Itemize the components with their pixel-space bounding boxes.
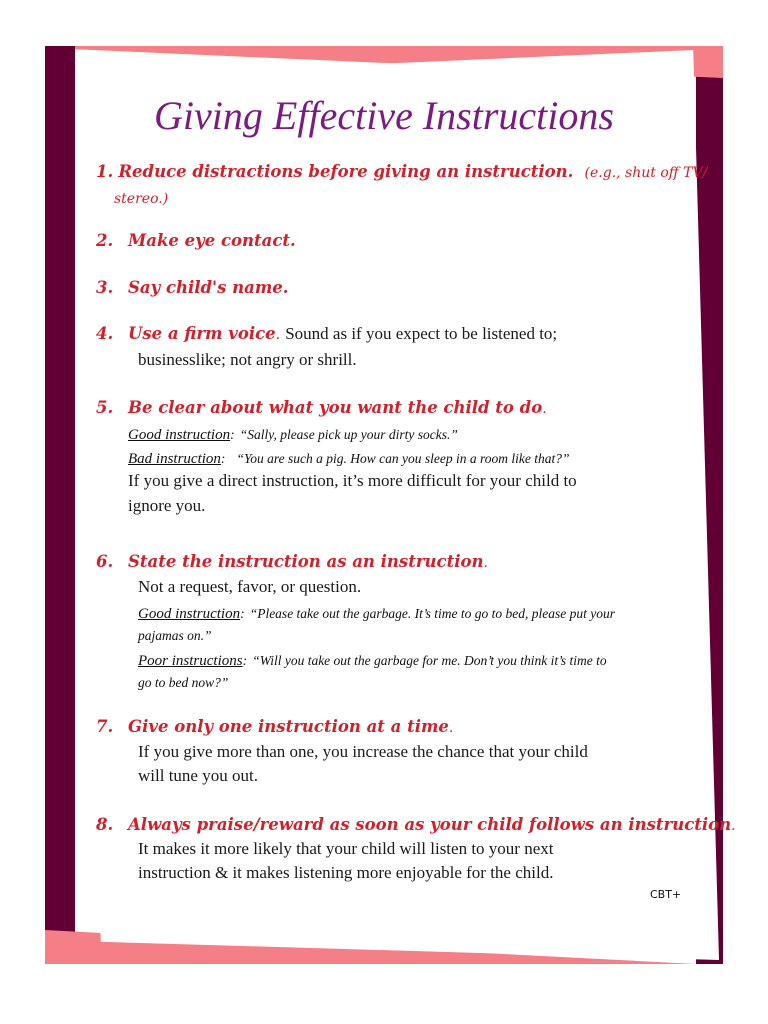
item-8-heading: Always praise/reward as soon as your child follows an instruction bbox=[128, 815, 732, 834]
item-4-heading: Use a firm voice bbox=[128, 324, 276, 343]
item-2 bbox=[96, 231, 296, 250]
item-7-heading-period: . bbox=[448, 720, 454, 736]
item-8 bbox=[96, 815, 736, 834]
poor-instructions-text: “Will you take out the garbage for me. Don’t you think it’s time to bbox=[252, 653, 607, 668]
good-instruction-label: Good instruction bbox=[128, 427, 231, 443]
item-8-body-cont: instruction & it makes listening more enjoyable for the child. bbox=[138, 863, 554, 882]
item-4-number: 4. bbox=[96, 324, 114, 343]
item-4-body-cont: businesslike; not angry or shrill. bbox=[138, 350, 357, 369]
item-2-heading: Make eye contact. bbox=[128, 231, 296, 250]
page-title: Giving Effective Instructions bbox=[154, 93, 614, 138]
good-instruction-text-2: “Please take out the garbage. It’s time to go to bed, please put your bbox=[249, 606, 616, 621]
poor-instructions-label: Poor instructions bbox=[138, 653, 243, 669]
item-1 bbox=[96, 162, 707, 181]
item-1-number: 1. bbox=[96, 162, 114, 181]
item-7 bbox=[96, 717, 453, 736]
item-6-poor-example: Poor instructions: “Will you take out the garbage for me. Don’t you think it’s time to bbox=[138, 653, 607, 669]
item-5 bbox=[96, 398, 547, 417]
good-instruction-text: “Sally, please pick up your dirty socks.” bbox=[239, 427, 458, 442]
item-7-number: 7. bbox=[96, 717, 114, 736]
good-instruction-label-2: Good instruction bbox=[138, 606, 241, 622]
item-6-number: 6. bbox=[96, 552, 114, 571]
item-4-body: Sound as if you expect to be listened to; bbox=[285, 324, 558, 343]
item-6-good-example: Good instruction: “Please take out the garbage. It’s time to go to bed, please put your bbox=[138, 606, 616, 622]
poor-instructions-text-cont: go to bed now?” bbox=[138, 675, 229, 690]
item-3-heading: Say child's name. bbox=[128, 278, 289, 297]
item-5-number: 5. bbox=[96, 398, 114, 417]
item-5-body-cont: ignore you. bbox=[128, 496, 206, 515]
item-5-heading-period: . bbox=[542, 401, 547, 417]
item-7-body: If you give more than one, you increase the chance that your child bbox=[138, 742, 588, 761]
item-6-body: Not a request, favor, or question. bbox=[138, 577, 362, 596]
item-8-number: 8. bbox=[96, 815, 114, 834]
left-border-bar bbox=[45, 46, 75, 964]
item-5-good-example: Good instruction: “Sally, please pick up your dirty socks.” bbox=[128, 427, 458, 443]
item-8-body: It makes it more likely that your child will listen to your next bbox=[138, 839, 554, 858]
item-1-note-cont: stereo.) bbox=[114, 191, 169, 207]
item-2-number: 2. bbox=[96, 231, 114, 250]
item-4 bbox=[96, 324, 557, 344]
footer-label: CBT+ bbox=[650, 888, 682, 901]
good-instruction-text-2-cont: pajamas on.” bbox=[138, 628, 212, 643]
item-1-note: (e.g., shut off TV/ bbox=[584, 165, 708, 181]
item-7-heading: Give only one instruction at a time bbox=[128, 717, 449, 736]
item-3 bbox=[96, 278, 289, 297]
item-4-heading-period: . bbox=[275, 327, 281, 343]
item-6-heading: State the instruction as an instruction bbox=[128, 552, 484, 571]
item-5-body: If you give a direct instruction, it’s more difficult for your child to bbox=[128, 471, 577, 490]
bad-instruction-label: Bad instruction bbox=[128, 451, 221, 467]
item-5-heading: Be clear about what you want the child to do bbox=[128, 398, 543, 417]
item-6-heading-period: . bbox=[483, 555, 488, 571]
item-8-heading-period: . bbox=[731, 818, 736, 834]
item-1-heading: Reduce distractions before giving an instruction. bbox=[118, 162, 574, 181]
item-3-number: 3. bbox=[96, 278, 114, 297]
item-5-bad-example: Bad instruction: “You are such a pig. How can you sleep in a room like that?” bbox=[128, 451, 570, 467]
bad-instruction-text: “You are such a pig. How can you sleep in a room like that?” bbox=[236, 451, 570, 466]
item-6 bbox=[96, 552, 488, 571]
item-7-body-cont: will tune you out. bbox=[138, 766, 258, 785]
